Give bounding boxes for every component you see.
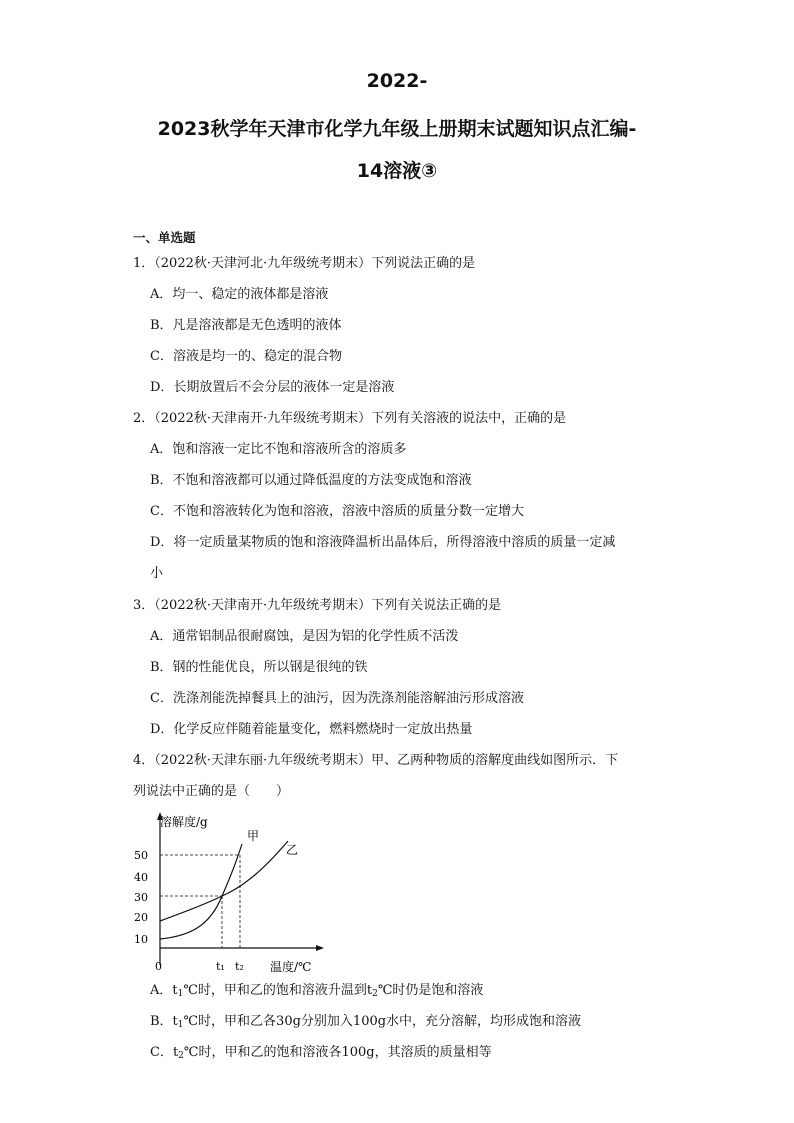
q1-option-a: A．均一、稳定的液体都是溶液: [150, 287, 329, 302]
curve-jia: [160, 844, 242, 939]
q2-option-b: B．不饱和溶液都可以通过降低温度的方法变成饱和溶液: [150, 473, 472, 488]
y-tick-label: 20: [134, 911, 148, 924]
subscript: 2: [178, 1051, 184, 1061]
q2-option-a: A．饱和溶液一定比不饱和溶液所含的溶质多: [150, 442, 407, 457]
option-text: C．t: [150, 1045, 179, 1060]
y-tick-label: 30: [134, 891, 148, 904]
option-text: ℃时仍是饱和溶液: [377, 983, 484, 998]
option-text: ℃时，甲和乙的饱和溶液各100g，其溶质的质量相等: [183, 1045, 492, 1060]
solubility-chart: [130, 808, 330, 978]
q1-option-c: C．溶液是均一的、稳定的混合物: [150, 349, 342, 364]
title-line-1: 2022-: [366, 70, 428, 92]
question-number: 3．: [133, 598, 155, 613]
subscript: 1: [177, 1020, 184, 1030]
q1-option-b: B．凡是溶液都是无色透明的液体: [150, 318, 342, 333]
question-4-stem-continued: 列说法中正确的是（ ）: [133, 784, 290, 799]
question-stem: （2022秋·天津东丽·九年级统考期末）甲、乙两种物质的溶解度曲线如图所示．下: [154, 753, 619, 768]
q4-option-b: [150, 1014, 581, 1033]
y-tick-label: 50: [134, 849, 148, 862]
q3-option-c: C．洗涤剂能洗掉餐具上的油污，因为洗涤剂能溶解油污形成溶液: [150, 691, 524, 706]
section-heading: 一、单选题: [133, 230, 196, 245]
question-3: [133, 598, 501, 614]
q2-option-d: D．将一定质量某物质的饱和溶液降温析出晶体后，所得溶液中溶质的质量一定减: [150, 535, 616, 550]
y-tick-label: 40: [134, 871, 148, 884]
question-stem: （2022秋·天津南开·九年级统考期末）下列有关说法正确的是: [154, 598, 502, 613]
question-number: 1．: [133, 256, 155, 271]
question-stem: （2022秋·天津河北·九年级统考期末）下列说法正确的是: [154, 256, 476, 271]
question-4: [133, 753, 618, 769]
question-2: [133, 411, 566, 427]
q4-option-a: [150, 983, 483, 1002]
option-text: B．t: [150, 1014, 178, 1029]
question-number: 4．: [133, 753, 155, 768]
curve-yi: [160, 841, 288, 921]
subscript: 2: [372, 989, 378, 999]
series-label-yi: 乙: [286, 843, 299, 857]
q1-option-d: D．长期放置后不会分层的液体一定是溶液: [150, 380, 395, 395]
y-axis-label: 溶解度/g: [160, 815, 208, 829]
y-tick-label: 10: [134, 933, 148, 946]
q4-option-c: [150, 1045, 492, 1064]
x-axis-arrow: [316, 945, 324, 951]
q2-option-c: C．不饱和溶液转化为饱和溶液，溶液中溶质的质量分数一定增大: [150, 504, 524, 519]
q3-option-b: B．钢的性能优良，所以钢是很纯的铁: [150, 660, 368, 675]
subscript: 1: [177, 989, 184, 999]
origin-label: 0: [155, 960, 162, 973]
question-number: 2．: [133, 411, 155, 426]
q3-option-d: D．化学反应伴随着能量变化，燃料燃烧时一定放出热量: [150, 722, 473, 737]
x-axis-label: 温度/℃: [270, 960, 312, 974]
option-text: ℃时，甲和乙各30g分别加入100g水中，充分溶解，均形成饱和溶液: [183, 1014, 582, 1029]
q3-option-a: A．通常铝制品很耐腐蚀，是因为铝的化学性质不活泼: [150, 629, 459, 644]
option-text: A．t: [150, 983, 178, 998]
x-tick-label: t₁: [216, 960, 225, 973]
title-line-3: 14溶液③: [356, 160, 438, 182]
x-tick-label: t₂: [235, 960, 244, 973]
title-line-2: 2023秋学年天津市化学九年级上册期末试题知识点汇编-: [157, 118, 637, 140]
question-1: [133, 256, 475, 272]
series-label-jia: 甲: [247, 829, 260, 843]
q2-option-d-continued: 小: [150, 566, 164, 581]
option-text: ℃时，甲和乙的饱和溶液升温到t: [183, 983, 373, 998]
question-stem: （2022秋·天津南开·九年级统考期末）下列有关溶液的说法中，正确的是: [154, 411, 567, 426]
